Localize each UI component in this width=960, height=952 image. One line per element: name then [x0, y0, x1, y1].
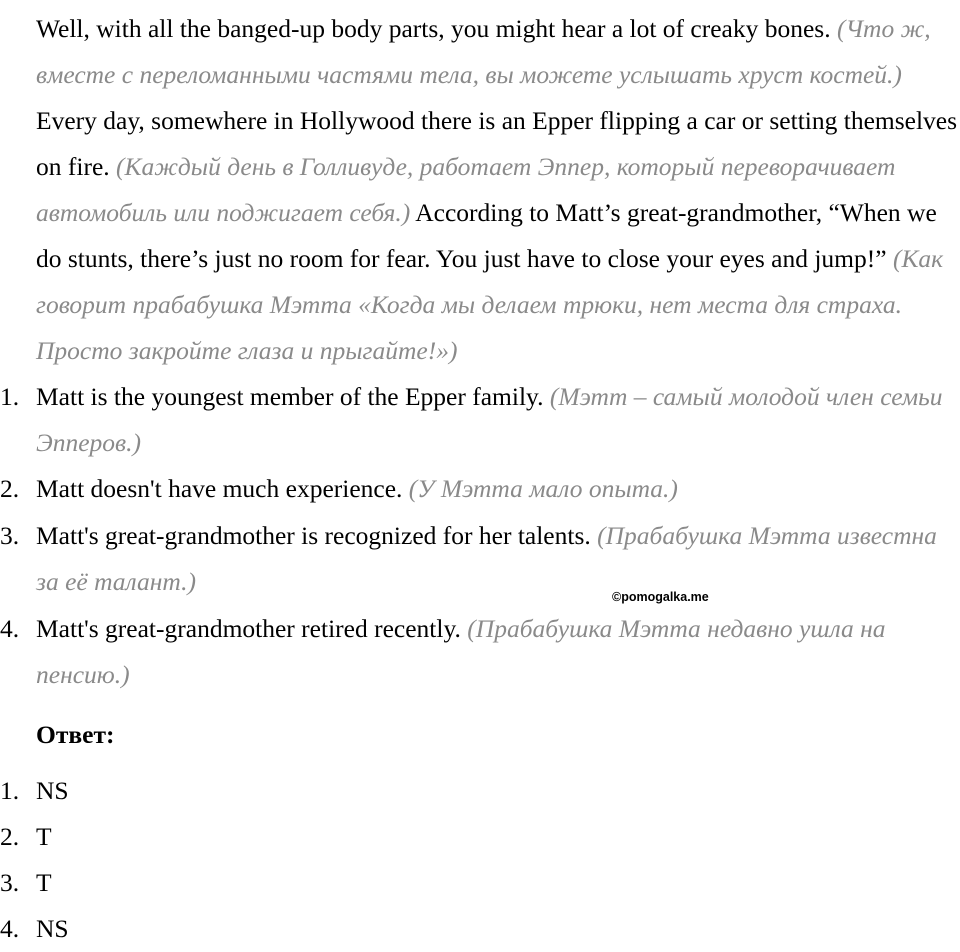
- passage-translation-2: (Каждый день в Голливуде, работает Эппер, который переворачивает автомобиль или поджигает себя.): [36, 152, 896, 227]
- answer-item-1: [0, 768, 69, 814]
- passage-sentence-1: Well, with all the banged-up body parts, you might hear a lot of creaky bones.: [36, 14, 831, 43]
- statement-item-2: [0, 466, 958, 512]
- statement-translation: (Прабабушка Мэтта известна за её талант.): [36, 521, 937, 596]
- statement-item-3: [0, 513, 958, 605]
- statement-number: 3.: [0, 521, 20, 550]
- statement-item-1: [0, 374, 958, 466]
- watermark: ©pomogalka.me: [612, 590, 709, 604]
- statement-text: [36, 513, 958, 605]
- answer-number: 1.: [0, 776, 20, 805]
- answer-value: NS: [36, 914, 69, 943]
- passage-translation-3: (Как говорит прабабушка Мэтта «Когда мы делаем трюки, нет места для страха. Просто закройте глаза и прыгайте!»): [36, 244, 944, 365]
- statement-text: [36, 466, 958, 512]
- passage-translation-1: (Что ж, вместе с переломанными частями тела, вы можете услышать хруст костей.): [36, 14, 931, 89]
- statement-english: Matt's great-grandmother retired recently.: [36, 614, 461, 643]
- statement-item-4: [0, 606, 958, 698]
- statement-number: 4.: [0, 614, 20, 643]
- statement-translation: (У Мэтта мало опыта.): [408, 474, 678, 503]
- answer-item-3: [0, 860, 52, 906]
- answer-item-2: [0, 814, 52, 860]
- answer-number: 2.: [0, 822, 20, 851]
- statement-english: Matt doesn't have much experience.: [36, 474, 403, 503]
- answer-number: 3.: [0, 868, 20, 897]
- statement-english: Matt's great-grandmother is recognized for her talents.: [36, 521, 591, 550]
- answer-value: T: [36, 822, 52, 851]
- answer-item-4: [0, 906, 69, 952]
- passage-sentence-2: Every day, somewhere in Hollywood there is an Epper flipping a car or setting themselves on fire.: [36, 106, 958, 181]
- answer-number: 4.: [0, 914, 20, 943]
- statement-number: 1.: [0, 382, 20, 411]
- statement-translation: (Мэтт – самый молодой член семьи Эпперов.): [36, 382, 943, 457]
- passage-paragraph: [36, 6, 958, 374]
- statement-text: [36, 374, 958, 466]
- statement-translation: (Прабабушка Мэтта недавно ушла на пенсию.): [36, 614, 886, 689]
- statement-english: Matt is the youngest member of the Epper family.: [36, 382, 544, 411]
- answer-value: NS: [36, 776, 69, 805]
- answer-heading: Ответ:: [36, 720, 115, 749]
- statement-text: [36, 606, 958, 698]
- passage-sentence-3: According to Matt’s great-grandmother, “When we do stunts, there’s just no room for fear. You just have to close your eyes and jump!”: [36, 198, 937, 273]
- statement-number: 2.: [0, 474, 20, 503]
- answer-value: T: [36, 868, 52, 897]
